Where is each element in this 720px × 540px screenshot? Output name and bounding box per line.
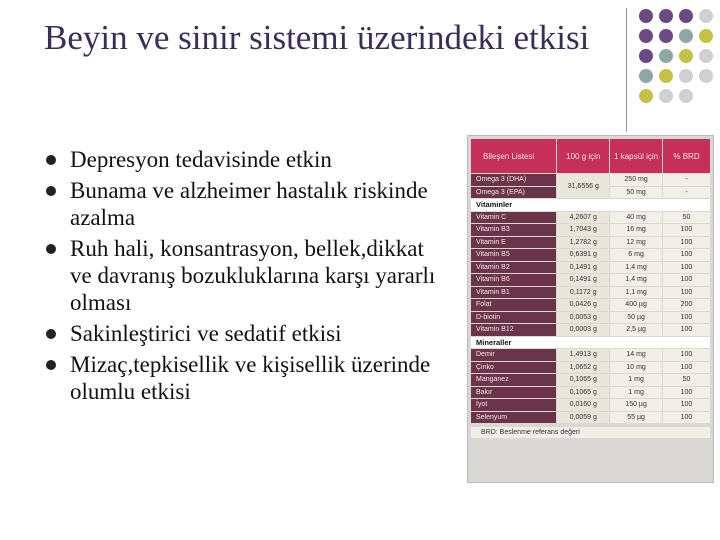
nutrition-table [470, 138, 711, 424]
table-cell-per100g: 0,0003 g [557, 324, 610, 337]
table-cell-name: Demir [471, 349, 557, 362]
table-section-row [471, 199, 711, 212]
table-cell-capsule: 400 µg [610, 299, 663, 312]
header-per-100g: 100 g için [557, 139, 610, 174]
table-cell-per100g: 0,0160 g [557, 399, 610, 412]
table-cell-per100g: 0,1491 g [557, 261, 610, 274]
bullet-text: Mizaç,tepkisellik ve kişisellik üzerinde olumlu etkisi [70, 352, 431, 404]
table-section-row [471, 336, 711, 349]
table-row [471, 349, 711, 362]
table-footer-note: BRD: Beslenme referans değeri [470, 426, 711, 439]
table-cell-rda: 50 [662, 374, 710, 387]
table-cell-capsule: 1 mg [610, 374, 663, 387]
table-cell-per100g: 0,1065 g [557, 386, 610, 399]
bullet-list [46, 146, 446, 409]
table-row [471, 324, 711, 337]
bullet-dot-icon [46, 155, 56, 165]
table-cell-rda: 200 [662, 299, 710, 312]
table-cell-per100g: 1,7043 g [557, 224, 610, 237]
table-row [471, 224, 711, 237]
table-cell-rda: 100 [662, 349, 710, 362]
table-cell-capsule: 1,4 mg [610, 274, 663, 287]
bullet-item [46, 320, 446, 347]
table-cell-rda: 100 [662, 236, 710, 249]
table-cell-rda: 100 [662, 249, 710, 262]
table-cell-name: Vitamin B3 [471, 224, 557, 237]
table-cell-capsule: 14 mg [610, 349, 663, 362]
table-cell-per100g: 1,2782 g [557, 236, 610, 249]
table-cell-per100g: 0,1065 g [557, 374, 610, 387]
table-cell-capsule: 50 µg [610, 311, 663, 324]
table-cell-name: Vitamin B1 [471, 286, 557, 299]
table-cell-name: Manganez [471, 374, 557, 387]
vitamins-section-label: Vitaminler [471, 199, 711, 212]
table-cell-rda: - [662, 186, 710, 199]
table-cell-per100g: 0,1491 g [557, 274, 610, 287]
table-cell-rda: 100 [662, 386, 710, 399]
decor-dot [699, 69, 713, 83]
slide-title: Beyin ve sinir sistemi üzerindeki etkisi [44, 18, 590, 57]
bullet-text: Ruh hali, konsantrasyon, bellek,dikkat ve davranış bozukluklarına karşı yararlı olması [70, 236, 436, 315]
bullet-item [46, 177, 446, 231]
decor-dot [659, 69, 673, 83]
divider-line [626, 8, 627, 132]
table-cell-rda: 100 [662, 274, 710, 287]
table-row [471, 236, 711, 249]
table-row [471, 299, 711, 312]
header-rda: % BRD [662, 139, 710, 174]
decor-dot [659, 89, 673, 103]
table-cell-capsule: 50 mg [610, 186, 663, 199]
table-cell-name: Bakır [471, 386, 557, 399]
table-cell-rda: 100 [662, 399, 710, 412]
table-cell-rda: 100 [662, 224, 710, 237]
table-cell-capsule: 10 mg [610, 361, 663, 374]
decor-dot [639, 29, 653, 43]
table-cell-capsule: 250 mg [610, 174, 663, 187]
table-cell-capsule: 1,1 mg [610, 286, 663, 299]
table-cell-capsule: 40 mg [610, 211, 663, 224]
table-cell-rda: 50 [662, 211, 710, 224]
bullet-item [46, 146, 446, 173]
table-cell-rda: 100 [662, 411, 710, 424]
bullet-dot-icon [46, 186, 56, 196]
decor-dot [679, 9, 693, 23]
decor-dot [699, 29, 713, 43]
decor-dot [659, 9, 673, 23]
decor-dot [679, 89, 693, 103]
table-cell-name: İyot [471, 399, 557, 412]
decor-dot [679, 29, 693, 43]
table-cell-capsule: 1,4 mg [610, 261, 663, 274]
table-cell-per100g: 0,1172 g [557, 286, 610, 299]
decor-dot [699, 49, 713, 63]
table-row [471, 411, 711, 424]
bullet-dot-icon [46, 244, 56, 254]
table-cell-capsule: 12 mg [610, 236, 663, 249]
table-cell-rda: 100 [662, 286, 710, 299]
table-cell-per100g: 1,0652 g [557, 361, 610, 374]
table-row [471, 286, 711, 299]
table-cell-name: Vitamin B5 [471, 249, 557, 262]
table-cell-rda: - [662, 174, 710, 187]
bullet-dot-icon [46, 329, 56, 339]
header-per-capsule: 1 kapsül için [610, 139, 663, 174]
table-row [471, 386, 711, 399]
minerals-section-label: Mineraller [471, 336, 711, 349]
table-cell-capsule: 55 µg [610, 411, 663, 424]
decor-dot [659, 49, 673, 63]
table-cell-name: Çinko [471, 361, 557, 374]
table-row [471, 311, 711, 324]
table-cell-per100g: 0,0059 g [557, 411, 610, 424]
table-cell-capsule: 16 mg [610, 224, 663, 237]
decor-dot [699, 9, 713, 23]
table-cell-per100g: 1,4913 g [557, 349, 610, 362]
bullet-text: Bunama ve alzheimer hastalık riskinde azalma [70, 178, 428, 230]
decor-dot [639, 69, 653, 83]
dot-grid-decoration [639, 9, 719, 119]
table-row [471, 399, 711, 412]
table-cell-per100g: 0,0426 g [557, 299, 610, 312]
table-cell-capsule: 1 mg [610, 386, 663, 399]
table-cell-rda: 100 [662, 311, 710, 324]
table-cell-per100g: 0,0053 g [557, 311, 610, 324]
bullet-item [46, 235, 446, 316]
decor-dot [679, 69, 693, 83]
table-cell-name: Omega 3 (EPA) [471, 186, 557, 199]
table-row [471, 249, 711, 262]
decor-dot [639, 89, 653, 103]
nutrition-table-image [468, 136, 713, 482]
table-cell-name: Vitamin B12 [471, 324, 557, 337]
table-cell-name: Vitamin E [471, 236, 557, 249]
table-cell-name: Vitamin C [471, 211, 557, 224]
table-row [471, 274, 711, 287]
header-component: Bileşen Listesi [471, 139, 557, 174]
bullet-text: Sakinleştirici ve sedatif etkisi [70, 321, 342, 346]
table-cell-capsule: 150 µg [610, 399, 663, 412]
table-cell-rda: 100 [662, 261, 710, 274]
table-cell-rda: 100 [662, 361, 710, 374]
table-cell-per100g: 4,2607 g [557, 211, 610, 224]
decor-dot [679, 49, 693, 63]
table-cell-name: Selenyum [471, 411, 557, 424]
table-cell-name: Folat [471, 299, 557, 312]
table-row [471, 361, 711, 374]
table-cell-name: Vitamin B6 [471, 274, 557, 287]
bullet-text: Depresyon tedavisinde etkin [70, 147, 332, 172]
bullet-dot-icon [46, 360, 56, 370]
bullet-item [46, 351, 446, 405]
decor-dot [659, 29, 673, 43]
table-cell-rda: 100 [662, 324, 710, 337]
table-row [471, 211, 711, 224]
table-cell-name: D-biotin [471, 311, 557, 324]
table-cell-per100g: 0,6391 g [557, 249, 610, 262]
table-cell-name: Vitamin B2 [471, 261, 557, 274]
table-cell-capsule: 2,5 µg [610, 324, 663, 337]
table-row [471, 374, 711, 387]
decor-dot [639, 9, 653, 23]
table-cell-name: Omega 3 (DHA) [471, 174, 557, 187]
table-cell-per100g: 31,6556 g [557, 174, 610, 199]
table-row [471, 261, 711, 274]
table-cell-capsule: 6 mg [610, 249, 663, 262]
decor-dot [639, 49, 653, 63]
